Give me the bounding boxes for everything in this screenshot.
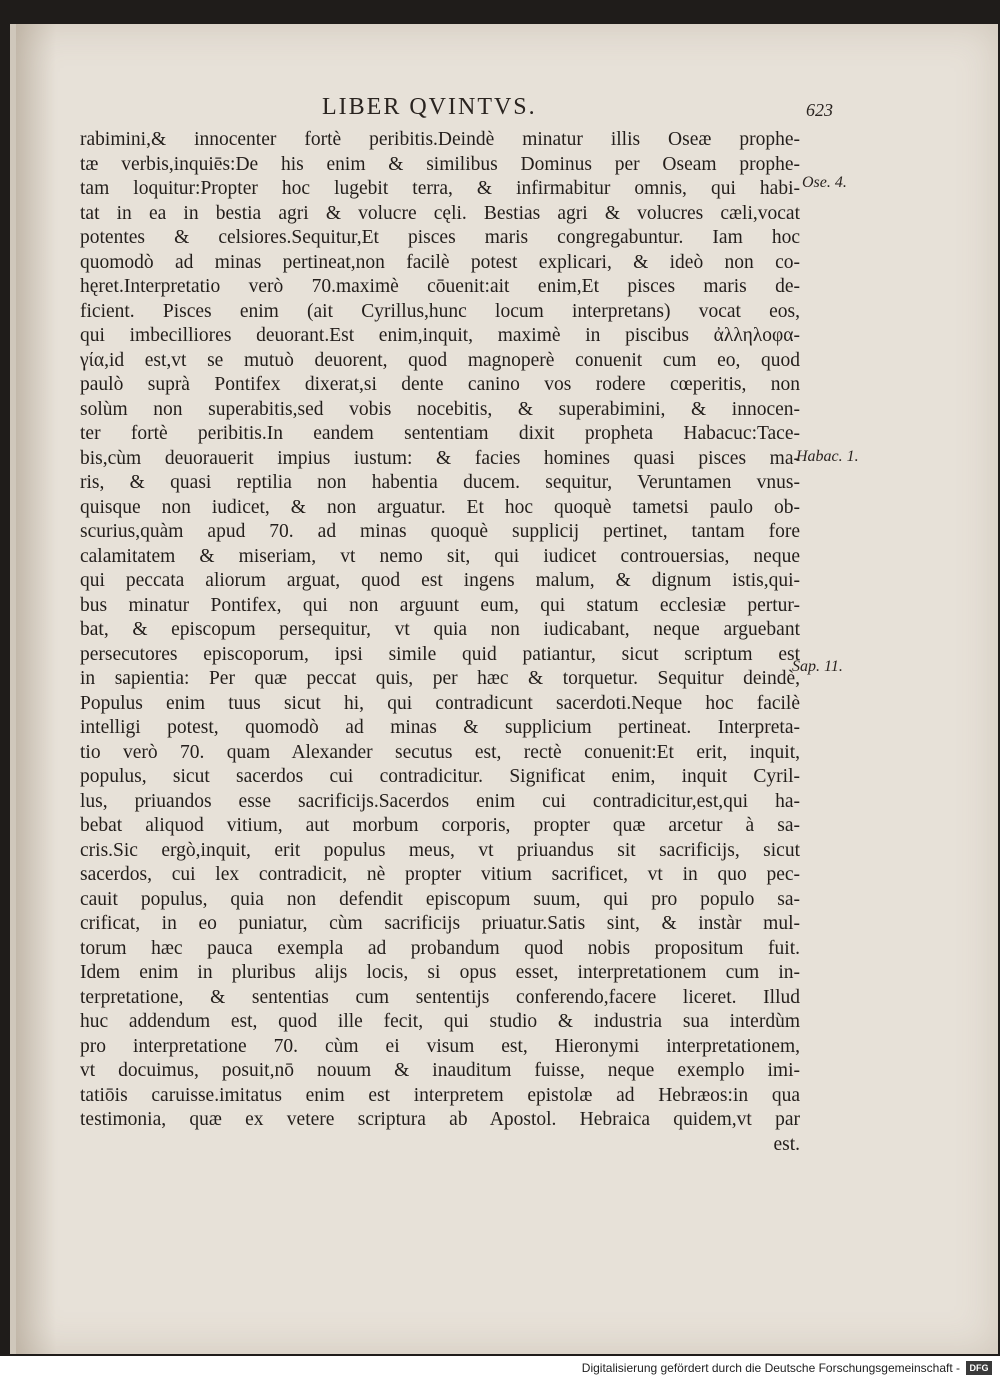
text-line: est. xyxy=(773,1133,800,1155)
text-line: torum hæc pauca exempla ad probandum quod nobis propositum fuit. xyxy=(80,937,800,959)
text-line: ris, & quasi reptilia non habentia ducem. sequitur, Veruntamen vnus- xyxy=(80,472,800,493)
text-line: tæ verbis,inquiēs:De his enim & similibus Dominus per Oseam prophe- xyxy=(80,153,800,175)
text-line: paulò suprà Pontifex dixerat,si dente canino vos rodere cœperitis, non xyxy=(80,374,800,395)
text-line: tio verò 70. quam Alexander secutus est, rectè conuenit:Et erit, inquit, xyxy=(80,741,800,763)
text-line: lus, priuandos esse sacrificijs.Sacerdos enim cui contradicitur,est,qui ha- xyxy=(80,790,800,812)
text-line: γία,id est,vt se mutuò deuorent, quod magnoperè conuenit cum eo, quod xyxy=(80,349,800,371)
marginal-note-ose: Ose. 4. xyxy=(802,174,847,191)
text-line: bat, & episcopum persequitur, vt quia non iudicabant, neque arguebant xyxy=(80,619,800,640)
text-line: solùm non superabitis,sed vobis nocebitis, & superabimini, & innocen- xyxy=(80,398,800,420)
text-line: populus, sicut sacerdos cui contradicitur. Significat enim, inquit Cyril- xyxy=(80,766,800,787)
body-text xyxy=(80,128,800,1157)
text-line: in sapientia: Per quæ peccat quis, per hæc & torquetur. Sequitur deindè, xyxy=(80,668,800,689)
text-line: rabimini,& innocenter fortè peribitis.Deindè minatur illis Oseæ prophe- xyxy=(80,129,800,150)
text-line: qui peccata aliorum arguat, quod est ingens malum, & dignum istis,qui- xyxy=(80,570,800,591)
text-line: vt docuimus, posuit,nō nouum & inauditum fuisse, neque exemplo imi- xyxy=(80,1060,800,1081)
text-line: quomodò ad minas pertineat,non facilè potest explicari, & ideò non co- xyxy=(80,251,800,273)
marginal-note-sap: Sap. 11. xyxy=(792,658,843,675)
marginal-note-habac: Habac. 1. xyxy=(796,448,859,465)
text-line: Populus enim tuus sicut hi, qui contradicunt sacerdoti.Neque hoc facilè xyxy=(80,692,800,714)
text-line: ter fortè peribitis.In eandem sententiam dixit propheta Habacuc:Tace- xyxy=(80,423,800,444)
text-line: Idem enim in pluribus alijs locis, si opus esset, interpretationem cum in- xyxy=(80,962,800,983)
text-line: qui imbecilliores deuorant.Est enim,inquit, maximè in piscibus ἀλληλοφα- xyxy=(80,325,800,346)
text-line: hęret.Interpretatio verò 70.maximè cōuenit:ait enim,Et pisces maris de- xyxy=(80,276,800,297)
text-line: quisque non iudicet, & non arguatur. Et hoc quoquè tametsi paulo ob- xyxy=(80,496,800,518)
text-line: testimonia, quæ ex vetere scriptura ab Apostol. Hebraica quidem,vt par xyxy=(80,1109,800,1130)
text-line: ficient. Pisces enim (ait Cyrillus,hunc locum interpretans) vocat eos, xyxy=(80,300,800,322)
text-line: scurius,quàm apud 70. ad minas quoquè supplicij pertinet, tantam fore xyxy=(80,521,800,542)
text-line: pro interpretatione 70. cùm ei visum est, Hieronymi interpretationem, xyxy=(80,1035,800,1057)
text-line: persecutores episcoporum, ipsi simile quid patiantur, sicut scriptum est xyxy=(80,643,800,665)
text-line: bebat aliquod vitium, aut morbum corporis, propter quæ arcetur à sa- xyxy=(80,815,800,836)
text-line: calamitatem & miseriam, vt nemo sit, qui iudicet controuersias, neque xyxy=(80,545,800,567)
text-line: sacerdos, cui lex contradicit, nè propter vitium sacrificet, vt in quo pec- xyxy=(80,864,800,885)
text-line: intelligi potest, quomodò ad minas & supplicium pertineat. Interpreta- xyxy=(80,717,800,738)
text-line: terpretatione, & sententias cum sententijs conferendo,facere liceret. Illud xyxy=(80,986,800,1008)
text-line: huc addendum est, quod ille fecit, qui studio & industria sua interdùm xyxy=(80,1011,800,1032)
text-line: cauit populus, quia non defendit episcopum suum, qui pro populo sa- xyxy=(80,888,800,910)
running-head: LIBER QVINTVS. xyxy=(322,94,537,120)
text-line: cris.Sic ergò,inquit, erit populus meus, vt priuandus sit sacrificijs, sicut xyxy=(80,839,800,861)
text-line: potentes & celsiores.Sequitur,Et pisces maris congregabuntur. Iam hoc xyxy=(80,227,800,248)
footer-bar xyxy=(0,1356,1000,1381)
text-line: bis,cùm deuorauerit impius iustum: & facies homines quasi pisces ma- xyxy=(80,447,800,469)
dfg-logo: DFG xyxy=(966,1361,992,1375)
book-page xyxy=(10,24,998,1354)
funding-credit: Digitalisierung gefördert durch die Deutsche Forschungsgemeinschaft - xyxy=(581,1361,960,1375)
text-line: tatiōis caruisse.imitatus enim est interpretem epistolæ ad Hebræos:in qua xyxy=(80,1084,800,1106)
text-line: tam loquitur:Propter hoc lugebit terra, & infirmabitur omnis, qui habi- xyxy=(80,178,800,199)
page-number: 623 xyxy=(806,100,833,120)
text-line: tat in ea in bestia agri & volucre cęli. Bestias agri & volucres cæli,vocat xyxy=(80,202,800,224)
text-line: bus minatur Pontifex, qui non arguunt eum, qui statum ecclesiæ pertur- xyxy=(80,594,800,616)
text-line: crificat, in eo puniatur, cùm sacrificijs priuatur.Satis sint, & instàr mul- xyxy=(80,913,800,934)
